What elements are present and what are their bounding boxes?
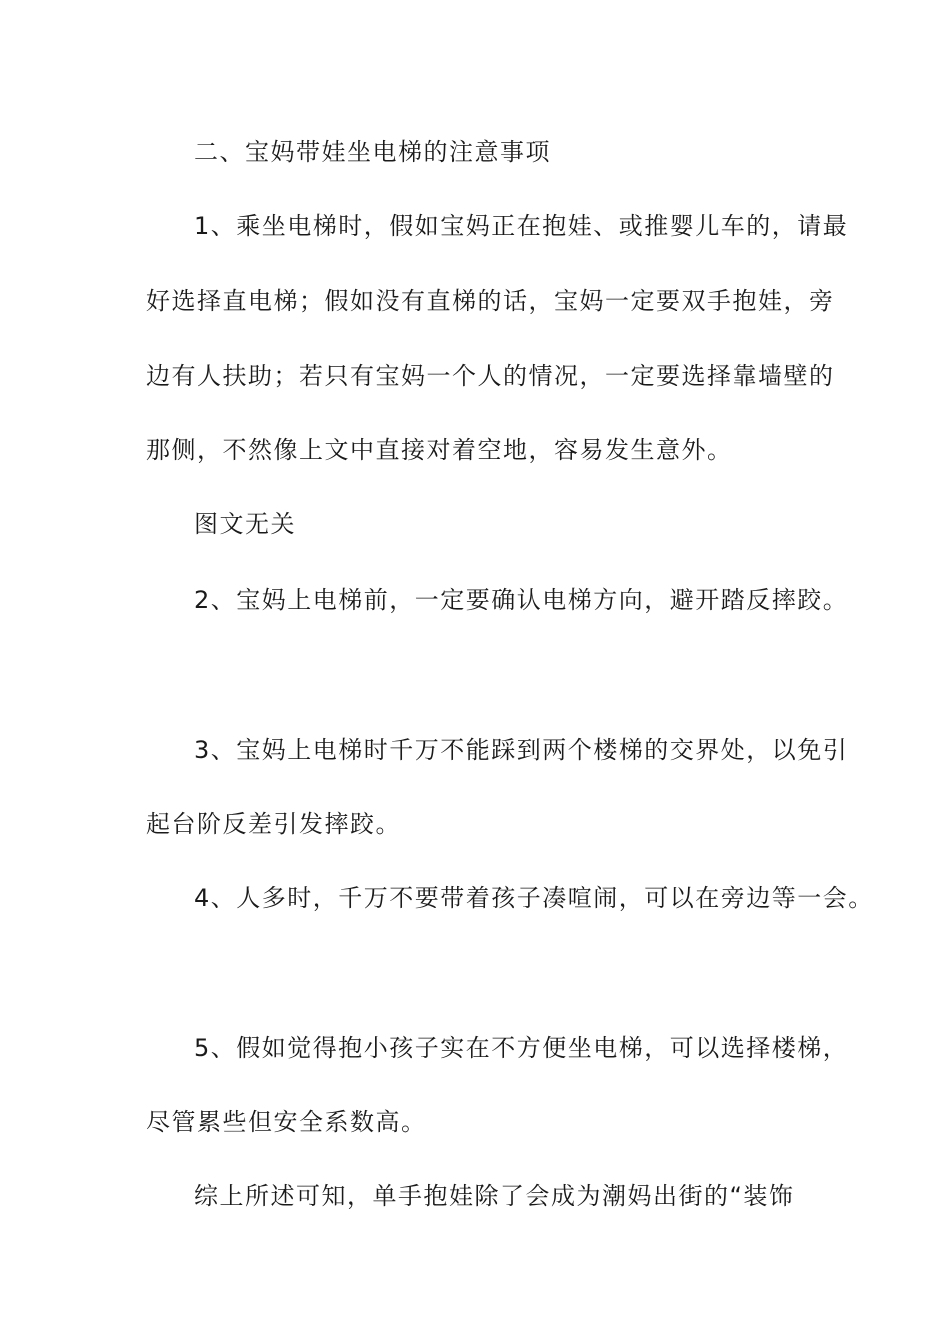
paragraph-line: 2、宝妈上电梯前，一定要确认电梯方向，避开踏反摔跤。 [194, 586, 849, 614]
paragraph-line: 那侧，不然像上文中直接对着空地，容易发生意外。 [146, 436, 733, 464]
paragraph-line: 4、人多时，千万不要带着孩子凑喧闹，可以在旁边等一会。 [194, 884, 874, 912]
image-caption: 图文无关 [194, 510, 296, 538]
paragraph-line: 3、宝妈上电梯时千万不能踩到两个楼梯的交界处，以免引 [194, 736, 849, 764]
paragraph-line: 起台阶反差引发摔跤。 [146, 810, 401, 838]
section-heading: 二、宝妈带娃坐电梯的注意事项 [194, 138, 551, 166]
paragraph-line: 1、乘坐电梯时，假如宝妈正在抱娃、或推婴儿车的，请最 [194, 212, 849, 240]
paragraph-line: 边有人扶助；若只有宝妈一个人的情况，一定要选择靠墙壁的 [146, 362, 835, 390]
paragraph-line: 尽管累些但安全系数高。 [146, 1108, 427, 1136]
paragraph-line: 综上所述可知，单手抱娃除了会成为潮妈出街的“装饰 [194, 1182, 795, 1210]
paragraph-line: 好选择直电梯；假如没有直梯的话，宝妈一定要双手抱娃，旁 [146, 287, 835, 315]
paragraph-line: 5、假如觉得抱小孩子实在不方便坐电梯，可以选择楼梯， [194, 1034, 849, 1062]
